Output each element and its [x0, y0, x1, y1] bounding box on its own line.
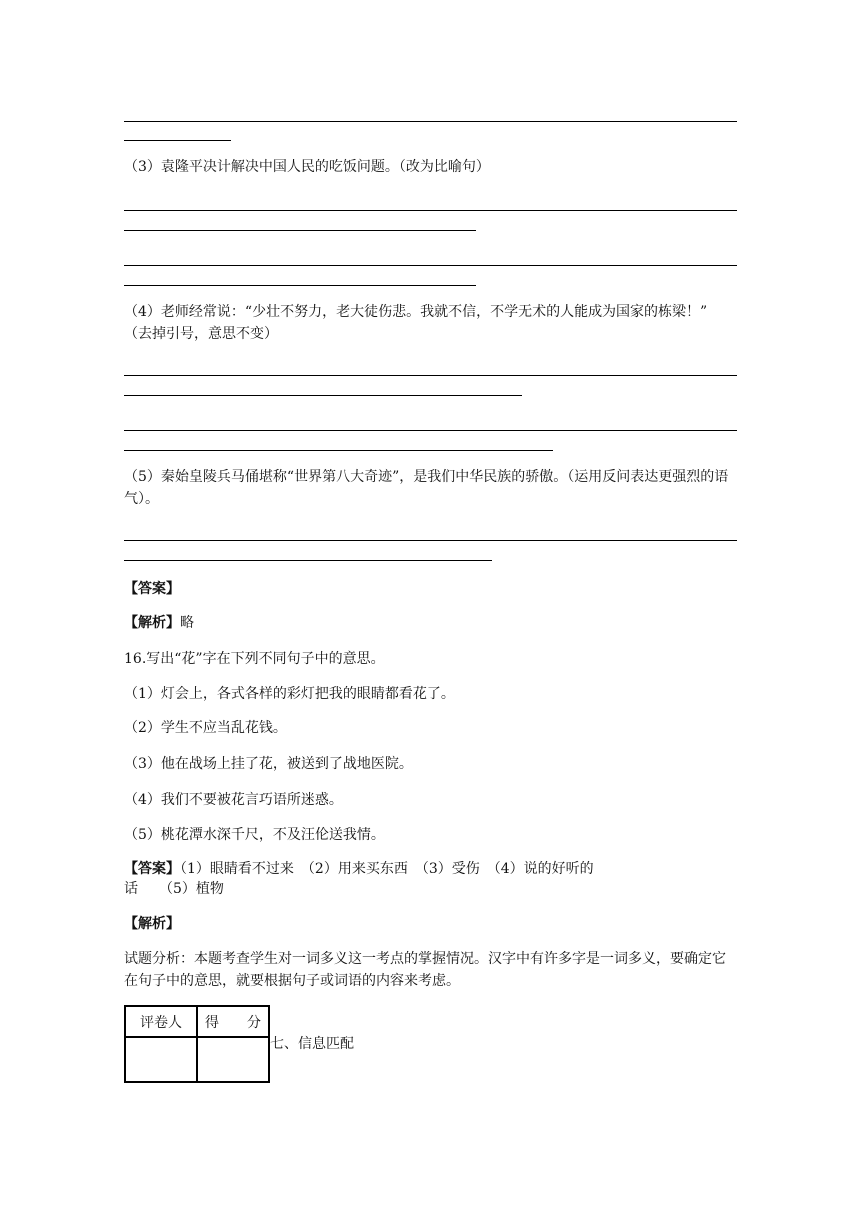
answer-line[interactable]	[124, 375, 737, 376]
question-5-prompt: （5）秦始皇陵兵马俑堪称“世界第八大奇迹”，是我们中华民族的骄傲。（运用反问表达更强烈的语气）。	[124, 469, 729, 507]
answer-text-line2: 话 （5）植物	[124, 881, 224, 897]
answer-line[interactable]	[124, 395, 522, 396]
question-16-item: （5）桃花潭水深千尺，不及汪伦送我情。	[124, 827, 385, 843]
answer-line[interactable]	[124, 430, 737, 431]
analysis-label: 【解析】	[124, 916, 180, 932]
answer-line[interactable]	[124, 285, 476, 286]
answer-line	[124, 140, 231, 141]
grading-table	[124, 1005, 270, 1083]
answer-line	[124, 121, 737, 122]
section-title: 七、信息匹配	[270, 1036, 354, 1052]
answer-line[interactable]	[124, 450, 553, 451]
answer-label: 【答案】	[124, 581, 180, 597]
answer-line[interactable]	[124, 230, 476, 231]
answer-line[interactable]	[124, 540, 737, 541]
answer-label: 【答案】	[124, 861, 180, 877]
answer-text-line1: （1）眼睛看不过来 （2）用来买东西 （3）受伤 （4）说的好听的	[180, 861, 594, 877]
grader-header: 评卷人	[125, 1006, 197, 1037]
analysis-text: 试题分析：本题考查学生对一词多义这一考点的掌握情况。汉字中有许多字是一词多义，要确定它在句子中的意思，就要根据句子或词语的内容来考虑。	[124, 951, 726, 989]
question-16-item: （3）他在战场上挂了花，被送到了战地医院。	[124, 756, 413, 772]
grader-cell[interactable]	[125, 1037, 197, 1082]
answer-line[interactable]	[124, 210, 737, 211]
analysis-block	[124, 612, 194, 634]
answer-line[interactable]	[124, 265, 737, 266]
question-4-prompt: （4）老师经常说：“少壮不努力，老大徒伤悲。我就不信，不学无术的人能成为国家的栋梁！” （去掉引号，意思不变）	[124, 304, 708, 342]
answer-block	[124, 858, 594, 880]
score-header: 得 分	[197, 1006, 269, 1037]
question-16-title: 16.写出“花”字在下列不同句子中的意思。	[124, 651, 385, 667]
score-cell[interactable]	[197, 1037, 269, 1082]
question-16-item: （1）灯会上，各式各样的彩灯把我的眼睛都看花了。	[124, 686, 455, 702]
question-16-item: （4）我们不要被花言巧语所迷惑。	[124, 792, 343, 808]
question-16-item: （2）学生不应当乱花钱。	[124, 720, 287, 736]
answer-line[interactable]	[124, 560, 492, 561]
analysis-text: 略	[180, 615, 194, 631]
analysis-label: 【解析】	[124, 615, 180, 631]
question-3-prompt: （3）袁隆平决计解决中国人民的吃饭问题。（改为比喻句）	[124, 159, 490, 175]
